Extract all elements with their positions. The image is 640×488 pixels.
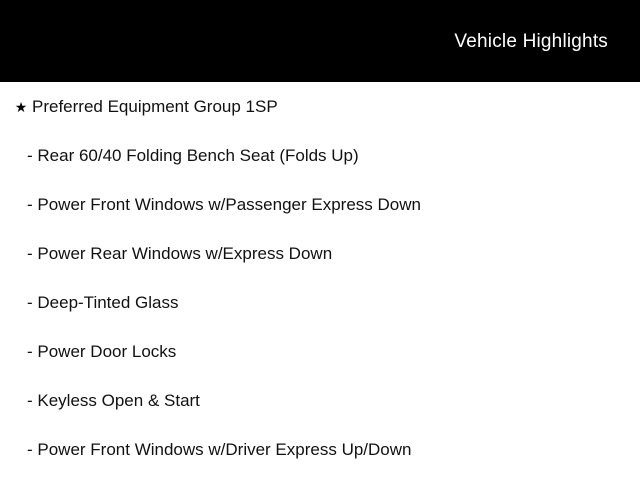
page-title: Vehicle Highlights xyxy=(454,30,608,52)
highlights-list xyxy=(0,82,640,488)
list-item xyxy=(0,96,640,145)
list-item xyxy=(0,243,640,292)
list-item-label: - Power Rear Windows w/Express Down xyxy=(27,244,333,263)
list-item xyxy=(0,390,640,439)
list-item-label: - Keyless Open & Start xyxy=(27,391,200,410)
list-item-label: - Power Door Locks xyxy=(27,342,177,361)
list-item-label: - Rear 60/40 Folding Bench Seat (Folds Up) xyxy=(27,146,359,165)
list-item xyxy=(0,439,640,488)
list-item-label: - Power Front Windows w/Driver Express Up/Down xyxy=(27,440,412,459)
star-icon: ★ xyxy=(14,99,28,115)
list-item xyxy=(0,292,640,341)
list-item xyxy=(0,341,640,390)
list-item xyxy=(0,194,640,243)
header-bar xyxy=(0,0,640,82)
list-item xyxy=(0,145,640,194)
list-item-label: Preferred Equipment Group 1SP xyxy=(32,97,278,116)
list-item-label: - Power Front Windows w/Passenger Express Down xyxy=(27,195,421,214)
list-item-label: - Deep-Tinted Glass xyxy=(27,293,179,312)
